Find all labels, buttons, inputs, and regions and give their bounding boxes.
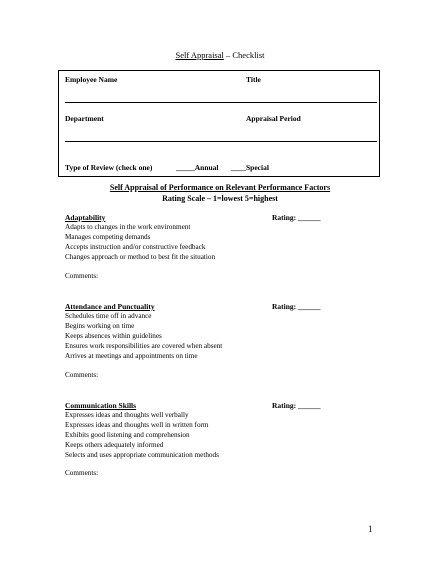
list-item: Ensures work responsibilities are covered when absent <box>65 342 223 350</box>
list-item: Changes approach or method to best fit the situation <box>65 253 216 261</box>
list-item: Manages competing demands <box>65 233 151 241</box>
appraisal-period-label: Appraisal Period <box>246 114 301 123</box>
rating-field-communication[interactable]: Rating: ______ <box>272 401 321 410</box>
rating-scale: Rating Scale – 1=lowest 5=highest <box>162 194 278 203</box>
list-item: Schedules time off in advance <box>65 312 152 320</box>
list-item: Expresses ideas and thoughts well in written form <box>65 421 209 429</box>
employee-name-line[interactable] <box>65 102 377 103</box>
list-item: Adapts to changes in the work environment <box>65 223 191 231</box>
list-item: Keeps absences within guidelines <box>65 332 162 340</box>
title-suffix: – Checklist <box>223 50 265 60</box>
list-item: Arrives at meetings and appointments on time <box>65 352 198 360</box>
annual-option[interactable]: _____Annual <box>176 163 219 172</box>
list-item: Exhibits good listening and comprehension <box>65 431 190 439</box>
list-item: Keeps others adequately informed <box>65 441 164 449</box>
department-label: Department <box>65 114 104 123</box>
page-title <box>0 50 440 60</box>
review-type-label: Type of Review (check one) <box>65 163 153 172</box>
list-item: Selects and uses appropriate communication methods <box>65 451 219 459</box>
performance-heading: Self Appraisal of Performance on Relevant Performance Factors <box>109 183 331 192</box>
list-item: Expresses ideas and thoughts well verbally <box>65 411 189 419</box>
employee-name-label: Employee Name <box>65 75 118 84</box>
list-item: Begins working on time <box>65 322 135 330</box>
rating-field-attendance[interactable]: Rating: ______ <box>272 302 321 311</box>
section-title-adaptability: Adaptability <box>65 213 106 222</box>
comments-label-communication: Comments: <box>65 469 99 477</box>
title-main: Self Appraisal <box>175 50 224 60</box>
employee-info-box <box>58 70 380 177</box>
special-option[interactable]: ____Special <box>231 163 269 172</box>
title-label: Title <box>246 75 261 84</box>
list-item: Accepts instruction and/or constructive feedback <box>65 243 206 251</box>
department-line[interactable] <box>65 141 377 142</box>
rating-field-adaptability[interactable]: Rating: ______ <box>272 213 321 222</box>
section-title-attendance: Attendance and Punctuality <box>65 302 155 311</box>
section-title-communication: Communication Skills <box>65 401 137 410</box>
comments-label-attendance: Comments: <box>65 371 99 379</box>
page-number: 1 <box>368 524 373 534</box>
comments-label-adaptability: Comments: <box>65 272 99 280</box>
